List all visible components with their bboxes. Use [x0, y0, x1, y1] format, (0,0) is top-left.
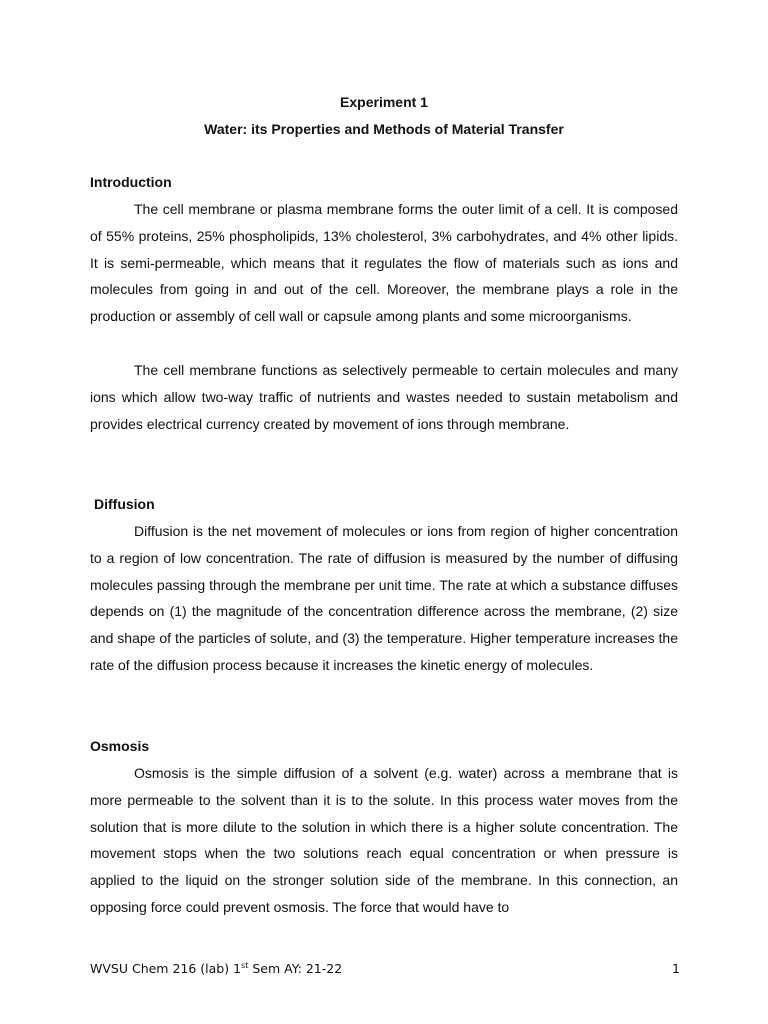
footer-course-suffix: Sem AY: 21-22 [248, 961, 343, 976]
introduction-paragraph-2-text: The cell membrane functions as selectively permeable to certain molecules and many ions which allow two-way traffic of nutrients and wastes needed to sustain metabolism and provides electrical currency created by movement of ions through membrane. [90, 362, 678, 432]
document-title: Water: its Properties and Methods of Material Transfer [204, 121, 564, 137]
diffusion-paragraph-1-text: Diffusion is the net movement of molecules or ions from region of higher concentration to a region of low concentration. The rate of diffusion is measured by the number of diffusing molecules passing through the membrane per unit time. The rate at which a substance diffuses depends on (1) the magnitude of the concentration difference across the membrane, (2) size and shape of the particles of solute, and (3) the temperature. Higher temperature increases the rate of the diffusion process because it increases the kinetic energy of molecules. [90, 523, 678, 673]
osmosis-paragraph-1 [90, 760, 678, 921]
introduction-paragraph-1-text: The cell membrane or plasma membrane forms the outer limit of a cell. It is composed of 55% proteins, 25% phospholipids, 13% cholesterol, 3% carbohydrates, and 4% other lipids. It is semi-permeable, which means that it regulates the flow of materials such as ions and molecules from going in and out of the cell. Moreover, the membrane plays a role in the production or assembly of cell wall or capsule among plants and some microorganisms. [90, 201, 678, 325]
osmosis-heading: Osmosis [90, 738, 150, 754]
introduction-paragraph-1 [90, 196, 678, 330]
page-number: 1 [672, 961, 680, 976]
osmosis-paragraph-1-text: Osmosis is the simple diffusion of a solvent (e.g. water) across a membrane that is more permeable to the solvent than it is to the solute. In this process water moves from the solution that is more dilute to the solution in which there is a higher solute concentration. The movement stops when the two solutions reach equal concentration or when pressure is applied to the liquid on the stronger solution side of the membrane. In this connection, an opposing force could prevent osmosis. The force that would have to [90, 765, 678, 915]
introduction-heading: Introduction [90, 174, 172, 190]
diffusion-heading: Diffusion [94, 496, 155, 512]
diffusion-paragraph-1 [90, 518, 678, 679]
footer-superscript: st [241, 961, 249, 970]
page-footer [90, 960, 342, 978]
introduction-paragraph-2 [90, 357, 678, 437]
experiment-label: Experiment 1 [340, 94, 428, 110]
footer-course-prefix: WVSU Chem 216 (lab) 1 [90, 961, 242, 976]
